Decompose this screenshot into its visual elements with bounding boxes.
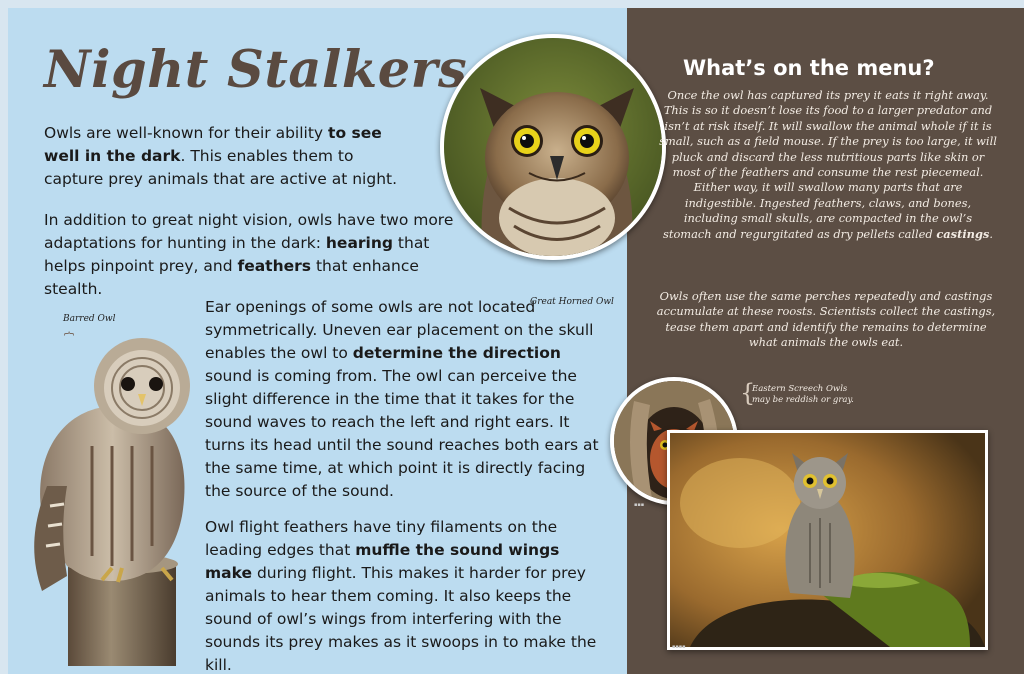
text-run: Owl flight feathers have tiny filaments on the leading edges that — [205, 518, 558, 559]
caption-brace: { — [63, 330, 76, 337]
photo-credit-mark: ▪▪▪▪ — [672, 644, 686, 650]
bold-run: muffle the sound wings make — [205, 541, 560, 582]
paragraph-feathers — [205, 516, 600, 674]
text-run: sound is coming from. The owl can perceive the slight difference in the time that it takes for the sound waves to reach the left and right ears. It turns its head until the sound reaches both ears at the same time, at which point it is directly facing the source of the sound. — [205, 367, 599, 500]
menu-paragraph-castings: Owls often use the same perches repeatedly and castings accumulate at these roosts. Scientists collect the castings, tease them apart and identify the remains to determine what animals the owls eat. — [656, 289, 996, 350]
menu-paragraph-eating — [658, 88, 998, 242]
gray-screech-owl-photo — [667, 430, 988, 650]
barred-owl-caption: Barred Owl — [63, 314, 116, 324]
screech-owl-caption — [752, 384, 854, 406]
great-horned-owl-caption: Great Horned Owl — [530, 297, 614, 307]
bold-run: determine the direction — [352, 344, 561, 362]
great-horned-owl-photo — [440, 34, 666, 260]
bold-run: hearing — [325, 234, 393, 252]
bold-run: to see well in the dark — [44, 124, 382, 165]
caption-brace: { — [740, 379, 756, 407]
barred-owl-image — [22, 336, 202, 666]
text-run: that helps pinpoint prey, and — [44, 234, 430, 275]
text-run: Once the owl has captured its prey it eats it right away. This is so it doesn’t lose its food to a larger predator and isn’t at risk itself. It will swallow the animal whole if it is small, such as a field mouse. If the prey is too large, it will pluck and discard the less nutritious parts like skin or most of the feathers and consume the rest piecemeal. Either way, it will swallow many parts that are indigestible. Ingested feathers, claws, and bones, including small skulls, are compacted in the owl’s stomach and regurgitated as dry pellets called — [659, 88, 997, 241]
caption-line: may be reddish or gray. — [752, 395, 854, 405]
gray-screech-owl-image — [670, 433, 985, 647]
text-run: In addition to great night vision, owls have two more adaptations for hunting in the dark: — [44, 211, 454, 252]
paragraph-adaptations — [44, 209, 464, 301]
text-run: . This enables them to capture prey animals that are active at night. — [44, 147, 398, 188]
text-run: Owls are well-known for their ability — [44, 124, 329, 142]
bold-run: castings — [936, 226, 990, 241]
page-title: Night Stalkers — [44, 40, 468, 100]
text-run: Ear openings of some owls are not located symmetrically. Uneven ear placement on the skull enables the owl to — [205, 298, 594, 362]
caption-line: Eastern Screech Owls — [752, 384, 848, 394]
great-horned-owl-image — [444, 38, 666, 260]
bold-run: feathers — [237, 257, 312, 275]
paragraph-vision — [44, 122, 404, 191]
menu-heading: What’s on the menu? — [683, 56, 935, 80]
text-run: during flight. This makes it harder for prey animals to hear them coming. It also keeps the sound of owl’s wings from interfering with the sounds its prey makes as it swoops in to make the kill. — [205, 564, 597, 674]
text-run: . — [989, 226, 993, 241]
photo-credit-mark: ▪▪▪ — [634, 502, 645, 508]
paragraph-ears — [205, 296, 600, 503]
text-run: that enhance stealth. — [44, 257, 419, 298]
